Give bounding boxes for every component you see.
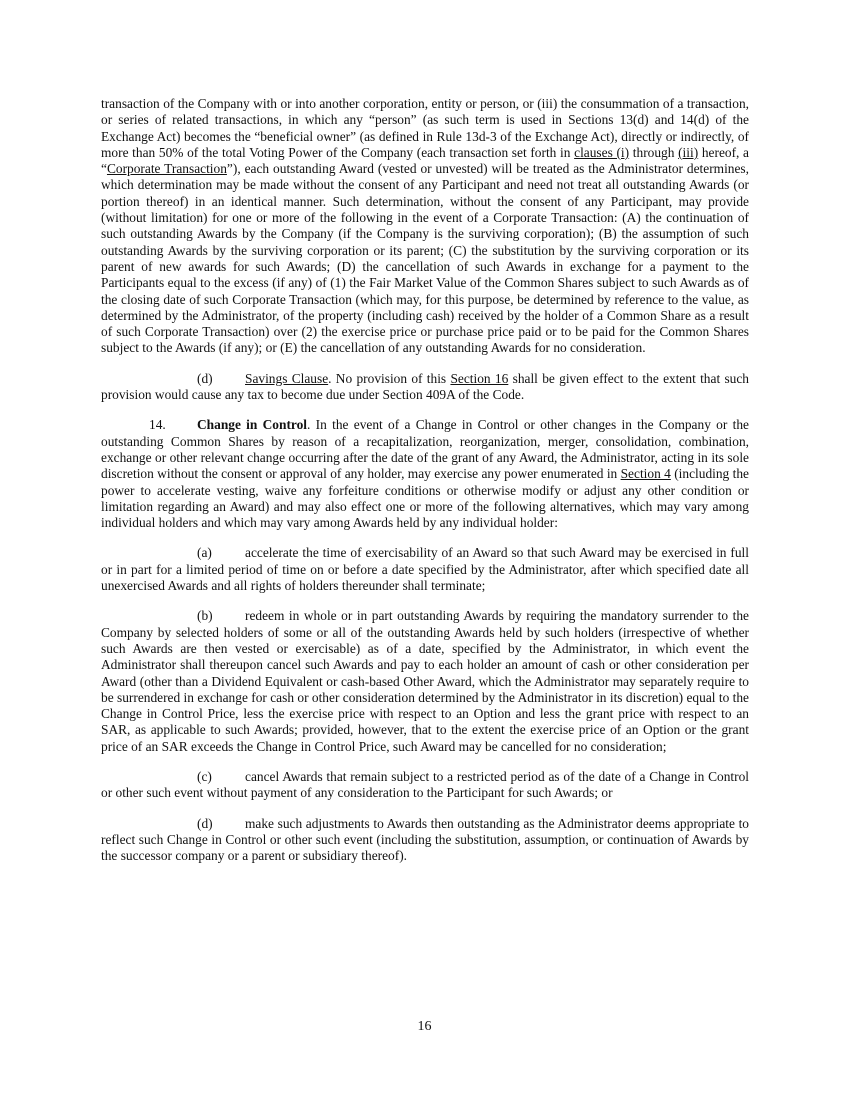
section-16-ref: Section 16 — [450, 370, 509, 386]
savings-heading: Savings Clause — [245, 370, 329, 386]
section-14-heading: Change in Control — [197, 417, 308, 433]
paragraph-corporate-transaction: transaction of the Company with or into another corporation, entity or person, or (iii) the consummation of a transaction, or series of related transactions, in which any “person” (as such term is used in Sections 13(d) and 14(d) of the Exchange Act) becomes the “beneficial owner” (as defined in Rule 13d-3 of the Exchange Act), directly or indirectly, of more than 50% of the total Voting Power of the Company (each transaction set forth in clauses (i) through (iii) hereof, a “Corporate Transaction”), each outstanding Award (vested or unvested) will be treated as the Administrator determines, which determination may be made without the consent of any Participant and need not treat all outstanding Awards (or portion thereof) in an identical manner. Such determination, without the consent of any Participant, may provide (without limitation) for one or more of the following in the event of a Corporate Transaction: (A) the continuation of such outstanding Awards by the Company (if the Company is the surviving corporation); (B) the assumption of such outstanding Awards by the surviving corporation or its parent; (C) the substitution by the surviving corporation or its parent of new awards for such Awards; (D) the cancellation of such Awards in exchange for a payment to the Participants equal to the excess (if any) of (1) the Fair Market Value of the Common Shares subject to such Awards as of the closing date of such Corporate Transaction (which may, for this purpose, be determined by reference to the value, as determined by the Administrator, of the property (including cash) received by the holder of a Common Share as a result of such Corporate Transaction) over (2) the exercise price or purchase price paid or to be paid for the Common Shares subject to the Awards (if any); or (E) the cancellation of any outstanding Awards for no consideration. — [101, 96, 750, 356]
list-item-d: (d) make such adjustments to Awards then outstanding as the Administrator deems appropriate to reflect such Change in Control or other such event (including the substitution, assumption, or continuation of Awards by the successor company or a parent or subsidiary thereof). — [101, 815, 749, 864]
section-14-number: 14. — [149, 417, 166, 433]
paragraph-section-14: 14. Change in Control. In the event of a Change in Control or other changes in the Company or the outstanding Common Shares by reason of a recapitalization, reorganization, merger, consolidation, combination, exchange or other relevant change occurring after the date of the grant of any Award, the Administrator, acting in its sole discretion without the consent or approval of any holder, may exercise any power enumerated in Section 4 (including the power to accelerate vesting, waive any forfeiture conditions or otherwise modify or adjust any other condition or limitation regarding an Award) and may also effect one or more of the following alternatives, which may vary among individual holders and which may vary among Awards held by any individual holder: — [101, 417, 749, 531]
clause-iii-ref: (iii) — [678, 144, 699, 160]
paragraph-savings-clause: (d) Savings Clause. No provision of this Section 16 shall be given effect to the extent that such provision would cause any tax to become due under Section 409A of the Code. — [101, 370, 750, 403]
clause-i-ref: clauses (i) — [574, 144, 630, 160]
page-number: 16 — [417, 1019, 432, 1034]
list-item-a: (a) accelerate the time of exercisability of an Award so that such Award may be exercised in full or in part for a limited period of time on or before a date specified by the Administrator, after which specified date all unexercised Awards and all rights of holders thereunder shall terminate; — [101, 545, 749, 594]
savings-label: (d) — [197, 370, 213, 386]
document-page — [101, 96, 749, 864]
defined-term-corporate-transaction: Corporate Transaction — [106, 161, 227, 177]
list-item-c: (c) cancel Awards that remain subject to a restricted period as of the date of a Change in Control or other such event without payment of any consideration to the Participant for such Awards; or — [101, 768, 749, 801]
section-4-ref: Section 4 — [620, 466, 671, 482]
list-item-b: (b) redeem in whole or in part outstanding Awards by requiring the mandatory surrender to the Company by selected holders of some or all of the outstanding Awards held by such holders (irrespective of whether such Awards are then vested or exercisable) as of a date, specified by the Administrator, in which event the Administrator shall thereupon cancel such Awards and pay to each holder an amount of cash or other consideration per Award (other than a Dividend Equivalent or cash-based Other Award, which the Administrator may separately require to be surrendered in exchange for cash or other consideration determined by the Administrator in its discretion) equal to the Change in Control Price, less the exercise price with respect to an Option and less the grant price with respect to an SAR, as applicable to such Awards; provided, however, that to the extent the exercise price of an Option or the grant price of an SAR exceeds the Change in Control Price, such Award may be cancelled for no consideration; — [101, 608, 749, 754]
